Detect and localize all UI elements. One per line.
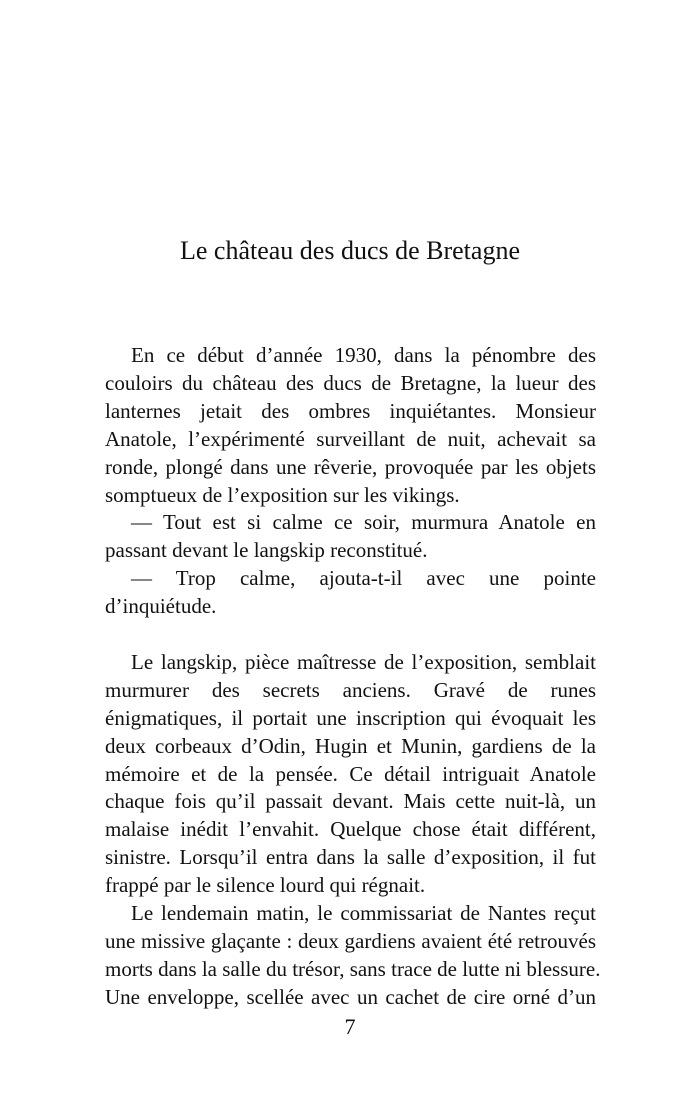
paragraph-1 — [105, 342, 596, 509]
text-line: ronde, plongé dans une rêverie, provoquée par les objets — [105, 454, 596, 479]
text-line: une missive glaçante : deux gardiens avaient été retrouvés — [105, 929, 596, 954]
text-line: somptueux de l’exposition sur les vikings. — [105, 482, 460, 507]
paragraph-gap — [105, 621, 596, 649]
text-line: énigmatiques, il portait une inscription qui évoquait les — [105, 705, 596, 730]
text-line: passant devant le langskip reconstitué. — [105, 538, 428, 563]
text-line: morts dans la salle du trésor, sans trace de lutte ni blessure. — [105, 956, 601, 981]
text-line: chaque fois qu’il passait devant. Mais cette nuit-là, un — [105, 789, 596, 814]
text-line: — Trop calme, ajouta-t-il avec une pointe — [131, 566, 596, 591]
text-line: Le langskip, pièce maîtresse de l’exposition, semblait — [131, 649, 596, 674]
paragraph-2 — [105, 649, 596, 900]
text-line: sinistre. Lorsqu’il entra dans la salle d’exposition, il fut — [105, 845, 596, 870]
text-line: malaise inédit l’envahit. Quelque chose était différent, — [105, 817, 596, 842]
text-line: Le lendemain matin, le commissariat de Nantes reçut — [131, 901, 596, 926]
text-line: — Tout est si calme ce soir, murmura Anatole en — [131, 510, 596, 535]
text-line: En ce début d’année 1930, dans la pénombre des — [131, 343, 596, 367]
paragraph-dialogue-1 — [105, 509, 596, 565]
text-line: murmurer des secrets anciens. Gravé de runes — [105, 677, 596, 702]
text-line: d’inquiétude. — [105, 594, 217, 619]
body-text — [105, 342, 601, 1012]
paragraph-dialogue-2 — [105, 565, 596, 621]
chapter-title: Le château des ducs de Bretagne — [179, 236, 520, 265]
text-line: frappé par le silence lourd qui régnait. — [105, 873, 426, 898]
text-line: Une enveloppe, scellée avec un cachet de cire orné d’un — [105, 984, 596, 1009]
paragraph-3 — [105, 900, 601, 1012]
text-line: lanternes jetait des ombres inquiétantes. Monsieur — [105, 398, 596, 423]
text-line: mémoire et de la pensée. Ce détail intriguait Anatole — [105, 761, 596, 786]
text-line: couloirs du château des ducs de Bretagne, la lueur des — [105, 370, 596, 395]
text-line: deux corbeaux d’Odin, Hugin et Munin, gardiens de la — [105, 733, 596, 758]
text-line: Anatole, l’expérimenté surveillant de nuit, achevait sa — [105, 426, 596, 451]
page-number: 7 — [344, 1014, 356, 1039]
